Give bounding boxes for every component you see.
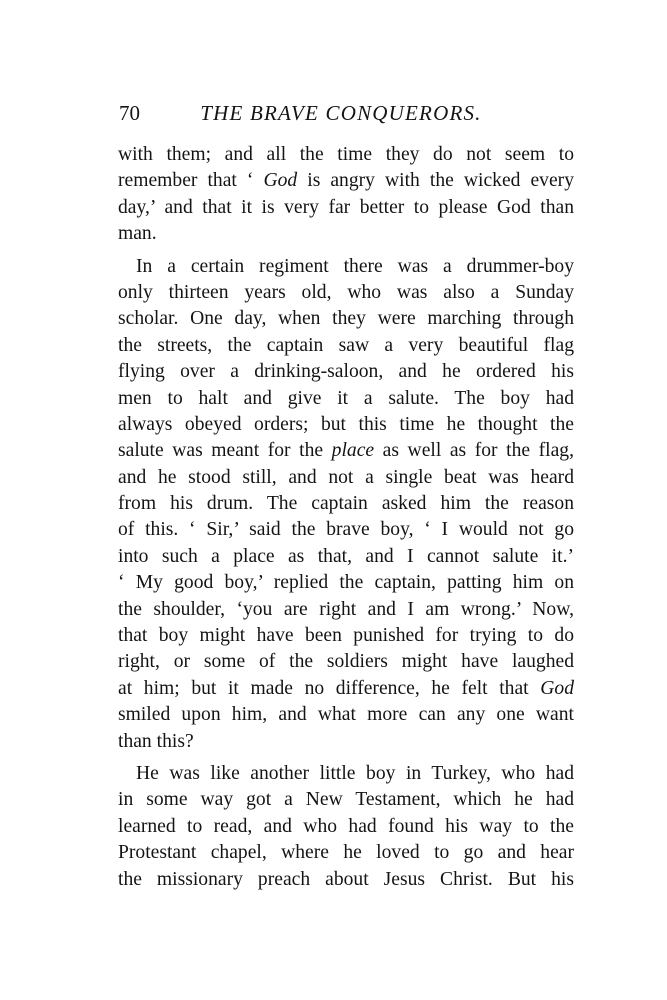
paragraph: [118, 142, 574, 248]
text-line: the missionary preach about Jesus Christ. But his: [118, 868, 574, 890]
text-line: salute was meant for the place as well as for the flag,: [118, 440, 574, 462]
text-line: into such a place as that, and I cannot salute it.’: [118, 545, 574, 567]
text-line: the shoulder, ‘you are right and I am wrong.’ Now,: [118, 598, 574, 620]
text-line: men to halt and give it a salute. The boy had: [118, 387, 574, 409]
emphasis: God: [263, 170, 298, 192]
text-line: from his drum. The captain asked him the reason: [118, 493, 574, 515]
page-number: 70: [119, 101, 140, 125]
text-line: of this. ‘ Sir,’ said the brave boy, ‘ I would not go: [118, 519, 574, 541]
text-line: In a certain regiment there was a drummer-boy: [136, 255, 574, 277]
text-line: flying over a drinking-saloon, and he ordered his: [118, 361, 574, 383]
text-line: at him; but it made no difference, he felt that God: [118, 677, 574, 699]
text-line: smiled upon him, and what more can any one want: [118, 704, 574, 726]
text-line: in some way got a New Testament, which he had: [118, 789, 574, 811]
text-line: He was like another little boy in Turkey, who had: [136, 762, 574, 784]
text-line: remember that ‘ God is angry with the wicked every: [118, 170, 574, 192]
text-line: ‘ My good boy,’ replied the captain, patting him on: [118, 572, 574, 594]
running-title: THE BRAVE CONQUERORS.: [200, 101, 482, 125]
text-line: man.: [118, 223, 157, 245]
body-text: [118, 142, 574, 893]
text-line: learned to read, and who had found his way to the: [118, 815, 574, 837]
page-header: [119, 100, 482, 126]
text-line: always obeyed orders; but this time he thought the: [118, 413, 574, 435]
emphasis: place: [331, 440, 375, 462]
text-line: the streets, the captain saw a very beautiful flag: [118, 334, 574, 356]
text-line: than this?: [118, 730, 194, 752]
text-line: Protestant chapel, where he loved to go and hear: [118, 842, 574, 864]
paragraph: [118, 254, 574, 755]
text-line: only thirteen years old, who was also a Sunday: [118, 281, 574, 303]
text-line: scholar. One day, when they were marching through: [118, 308, 574, 330]
text-line: that boy might have been punished for trying to do: [118, 625, 574, 647]
paragraph: [118, 761, 574, 893]
text-line: with them; and all the time they do not seem to: [118, 144, 574, 165]
text-line: right, or some of the soldiers might have laughed: [118, 651, 574, 673]
text-line: day,’ and that it is very far better to please God than: [118, 196, 574, 218]
text-line: and he stood still, and not a single beat was heard: [118, 466, 574, 488]
emphasis: God: [540, 677, 574, 699]
